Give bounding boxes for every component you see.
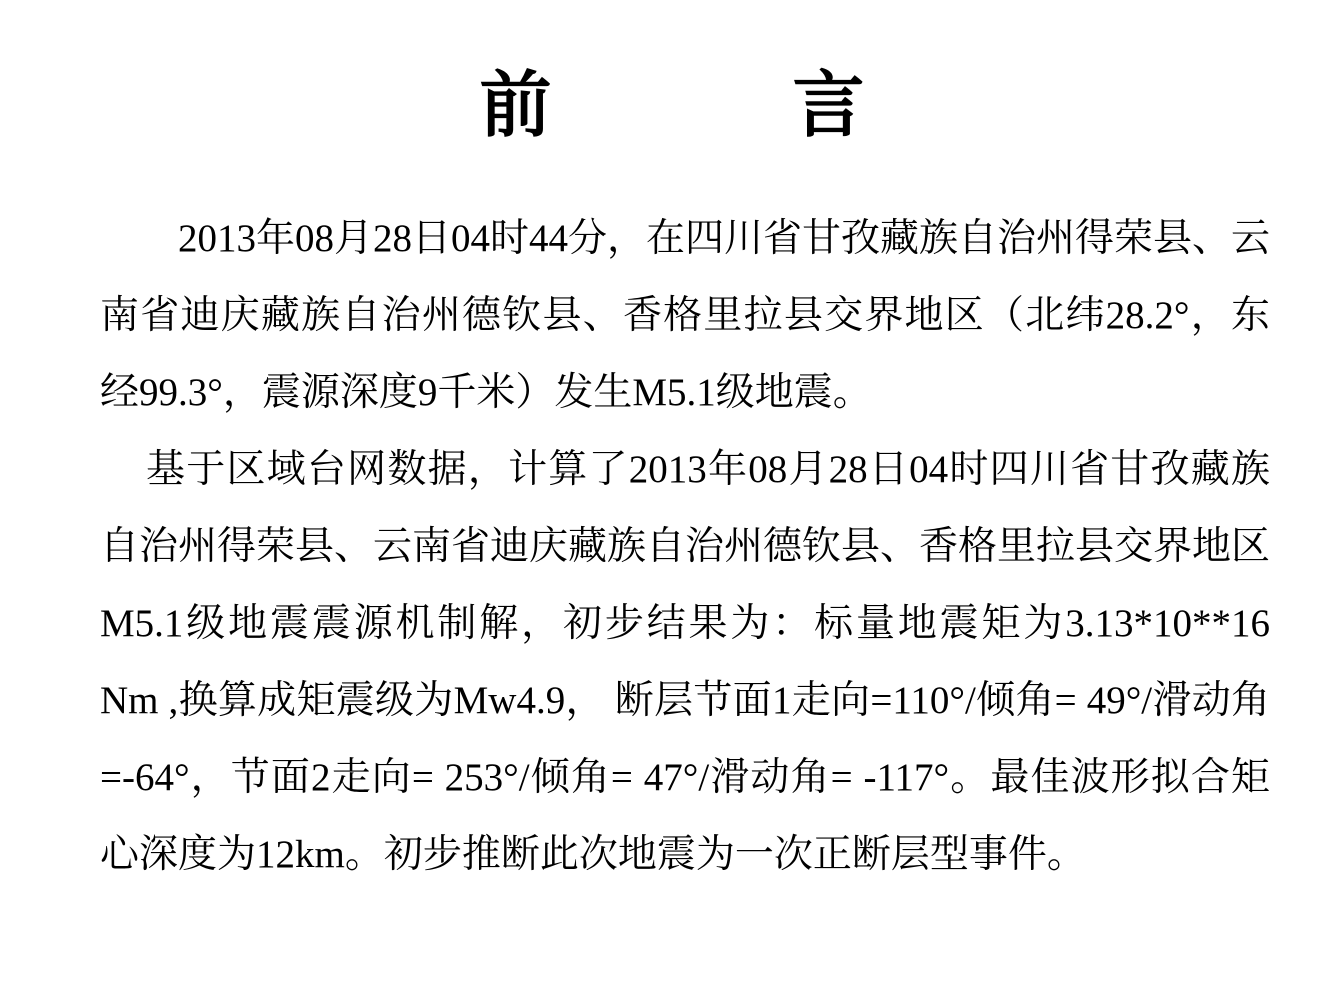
paragraph-earthquake-event: 2013年08月28日04时44分，在四川省甘孜藏族自治州得荣县、云南省迪庆藏族自治州德钦县、香格里拉县交界地区（北纬28.2°，东经99.3°，震源深度9千米）发生M5.1级地震。 [100,217,1271,414]
body-text [100,200,1270,893]
page-title: 前 言 [479,63,973,147]
paragraph-focal-mechanism: 基于区域台网数据，计算了2013年08月28日04时四川省甘孜藏族自治州得荣县、云南省迪庆藏族自治州德钦县、香格里拉县交界地区M5.1级地震震源机制解，初步结果为：标量地震矩为3.13*10**16 Nm ,换算成矩震级为Mw4.9， 断层节面1走向=110°/倾角= 49°/滑动角=-64°，节面2走向= 253°/倾角= 47°/滑动角= -117°。最佳波形拟合矩心深度为12km。初步推断此次地震为一次正断层型事件。 [100,448,1271,876]
